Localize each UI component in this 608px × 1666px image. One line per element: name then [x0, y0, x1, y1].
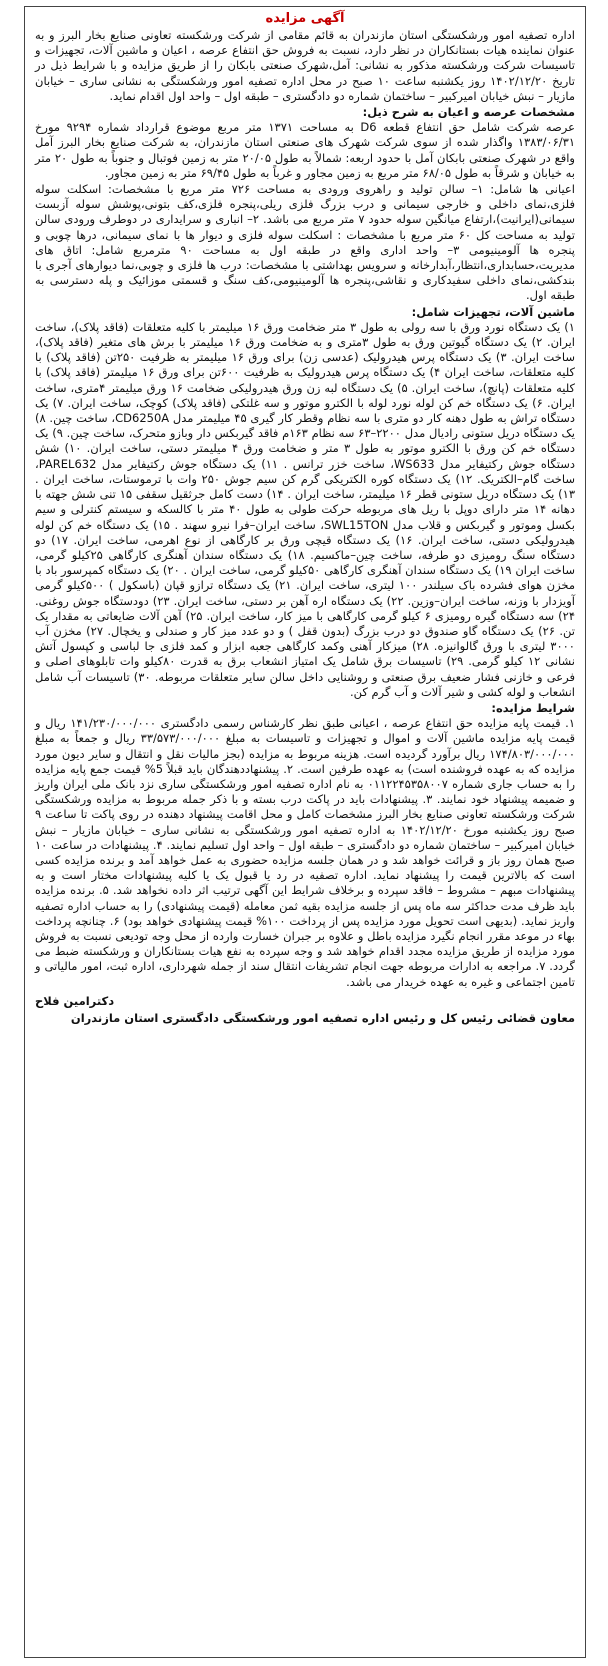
- signatory-name: دکترامین فلاح: [35, 993, 115, 1008]
- conditions-paragraph: ۱. قیمت پایه مزایده حق انتفاع عرصه ، اعیانی طبق نظر کارشناس رسمی دادگستری ۱۴۱/۲۳۰/۰۰۰/۰۰۰ ریال و قیمت پایه مزایده ماشین آلات و اموال و تجهیزات و تاسیسات به مبلغ ۳۳/۵۷۳/۰۰۰/۰۰۰ ریال و جمعاً به مبلغ ۱۷۴/۸۰۳/۰۰۰/۰۰۰ ریال برآورد گردیده است. هزینه مربوط به مزایده (بجز مالیات نقل و انتقال و سایر دیون مورد مزایده که به عهده فروشنده است) به عهده طرفین است. ۲. پیشنهاددهندگان باید قبلاً 5% قیمت جمع پایه مزایده را به حساب جاری شماره ۰۱۱۲۲۴۵۳۵۸۰۰۷ به نام اداره تصفیه امور ورشکستگی ساری نزد بانک ملی ایران واریز و ضمیمه پیشنهاد خود نمایند. ۳. پیشنهادات باید در پاکت درب بسته و با ذکر جمله مربوط به مزایده ورشکستگی شرکت ورشکسته تعاونی صنایع بخار البرز مشخصات کامل و محل اقامت پیشنهاد دهنده در روی پاکت تا ساعت ۹ صبح روز یکشنبه مورخ ۱۴۰۲/۱۲/۲۰ به اداره تصفیه امور ورشکستگی به نشانی ساری – خیابان مازیار – نبش خیابان امیرکبیر – ساختمان شماره دو دادگستری – طبقه اول – واحد اول تسلیم نمایند. ۴. پیشنهادات در ساعت ۱۰ صبح همان روز باز و قرائت خواهد شد و در همان جلسه مزایده حضوری به عمل خواهد آمد و برنده مزایده کسی است که بالاترین قیمت را پیشنهاد نماید. اداره تصفیه در رد یا قبول یک یا کلیه پیشنهادات مختار است و به پیشنهادات مبهم – مشروط – فاقد سپرده و برخلاف شرایط این آگهی ترتیب اثر داده نخواهد شد. ۵. برنده مزایده باید ظرف مدت حداکثر سه ماه پس از جلسه مزایده بقیه ثمن معامله (قیمت پیشنهادی) را به حساب اداره تصفیه واریز نماید. (بدیهی است تحویل مورد مزایده پس از پرداخت ۱۰۰% قیمت پیشنهادی خواهد بود) ۶. چنانچه پرداخت بهاء در موعد مقرر انجام نگیرد مزایده باطل و علاوه بر جبران خسارت وارده از محل وجه تودیعی نسبت به فروش مورد مزایده از طریق مزایده مجدد اقدام خواهد شد و وجه سپرده به نفع هیات بستانکاران و ورشکسته ضبط می گردد. ۷. مراجعه به ادارات مربوطه جهت انجام تشریفات انتقال سند از جمله شهرداری، اداره ثبت، امور مالیاتی و تامین اجتماعی و غیره به عهده خریدار می باشد.: [35, 716, 576, 989]
- notice-frame: [24, 6, 586, 1658]
- building-paragraph: اعیانی ها شامل: ۱– سالن تولید و راهروی ورودی به مساحت ۷۲۶ متر مربع با مشخصات: اسکلت سوله فلزی،نمای داخلی و خارجی سیمانی و درب بزرگ فلزی ریلی،پنجره فلزی،کف بتونی،پوشش سوله آزبست سیمانی(ایرانیت)،ارتفاع میانگین سوله حدود ۷ متر مربع می باشد. ۲– انباری و سرایداری در دوطرف ورودی سالن تولید به مساحت کل ۶۰ متر مربع با مشخصات : اسکلت سوله فلزی و دیوار ها با نمای سیمانی، درها چوبی و پنجره ها آلومینیومی ۳– واحد اداری واقع در طبقه اول به مساحت ۹۰ مترمربع شامل: اتاق های مدیریت،حسابداری،انتظار،آبدارخانه و سرویس بهداشتی با مشخصات: درب ها فلزی و چوبی،نما دیوارهای آجری با بندکشی،نمای داخلی سفیدکاری و نقاشی،پنجره ها آلومینیومی،کف سنگ و قسمتی موزائیک و پله دسترسی به طبقه اول.: [35, 182, 576, 303]
- land-paragraph: عرصه شرکت شامل حق انتفاع قطعه D6 به مساحت ۱۳۷۱ متر مربع موضوع قرارداد شماره ۹۲۹۴ مورخ ۱۳۸۳/۰۶/۳۱ واگذار شده از سوی شرکت شهرک های صنعتی استان مازندران، به شرکت صنایع بخار البرز آمل واقع در شهرک صنعتی بابکان آمل با حدود اربعه: شمالاً به طول ۲۰/۰۵ متر به زمین فوتبال و جنوباً به طول ۲۰ متر به خیابان و شرقاً به طول ۶۸/۰۵ متر مربع به زمین مجاور و غرباً به طول ۶۹/۴۵ متر به زمین مجاور.: [35, 120, 575, 180]
- machines-paragraph: ۱) یک دستگاه نورد ورق با سه رولی به طول ۳ متر ضخامت ورق ۱۶ میلیمتر با کلیه متعلقات (فاقد پلاک)، ساخت ایران. ۲) یک دستگاه گیوتین ورق به طول ۳متری و به ضخامت ورق ۱۶ میلیمتر با برش های متغیر (فاقد پلاک)، ساخت ایران. ۳) یک دستگاه پرس هیدرولیک (عدسی زن) برای ورق ۱۶ میلیمتر به ظرفیت ۲۵۰تن (فاقد پلاک) با کلیه متعلقات، ساخت ایران ۴) یک دستگاه پرس هیدرولیک به ظرفیت ۶۰۰تن برای ورق ۱۶ میلیمتر (فاقد پلاک) با کلیه متعلقات (پانچ)، ساخت ایران. ۵) یک دستگاه لبه زن ورق هیدرولیکی ضخامت ۱۶ ورق میلیمتر ۴متری، ساخت ایران. ۶) یک دستگاه خم کن لوله نورد لوله با الکترو موتور و سه غلتکی (فاقد پلاک) کوچک، ساخت ایران. ۷) یک دستگاه تراش به طول دهنه کار دو متری با سه نظام وقطر کار گیری ۴۵ میلیمتر مدل CD6250A، ساخت چین. ۸) یک دستگاه دریل ستونی رادیال مدل ۲۲۰۰–۶۳ سه نظام ۱۶۳م فاقد گیربکس دار وبازو متحرک، ساخت چین. ۹) یک دستگاه خم کن ورق با الکترو موتور به طول ۳ متر و ضخامت ورق ۴ میلیمتر دستی، ساخت ایران. ۱۰) شش دستگاه جوش رکتیفایر مدل WS633، ساخت خزر ترانس . ۱۱) یک دستگاه جوش رکتیفایر مدل PAREL632، ساخت گام–الکتریک. ۱۲) یک دستگاه کوره الکتریکی گرم کن سیم جوش ۲۵۰ وات با ترموستات، ساخت ایران . ۱۳) یک دستگاه دریل ستونی قطر ۱۶ میلیمتر، ساخت ایران . ۱۴) دست کامل جرثقیل سقفی ۱۵ تنی شش جهته با دهانه ۱۴ متر دارای دوپل با ریل های مربوطه حرکت طولی به طول ۴۰ متر با کالسکه و سیستم کنترلی و سیم بکسل وموتور و گیربکس و قلاب مدل SWL15TON، ساخت ایران–فرا نیرو سهند . ۱۵) یک دستگاه خم کن لوله هیدرولیکی دستی، ساخت ایران. ۱۶) یک دستگاه قیچی ورق بر کارگاهی از نوع اهرمی، ساخت ایران. ۱۷) دو دستگاه سنگ رومیزی دو طرفه، ساخت چین–ماکسیم. ۱۸) یک دستگاه سندان آهنگری کارگاهی ۲۵کیلو گرمی، ساخت ایران ۱۹) یک دستگاه سندان آهنگری کارگاهی ۵۰کیلو گرمی، ساخت ایران . ۲۰) یک دستگاه کمپرسور باد با مخزن هوای فشرده باک سیلندر ۱۰۰ لیتری، ساخت ایران. ۲۱) یک دستگاه ترازو قپان (باسکول ) ۵۰۰کیلو گرمی آویزدار با وزنه، ساخت ایران–وزین. ۲۲) یک دستگاه اره آهن بر دستی، ساخت ایران. ۲۳) دودستگاه جوش روغنی. ۲۴) سه دستگاه گیره رومیزی ۶ کیلو گرمی کارگاهی با میز کار، ساخت ایران. ۲۵) آهن آلات ضایعاتی به مقدار یک تن. ۲۶) یک دستگاه گاو صندوق دو درب بزرگ (بدون قفل ) و دو عدد میز کار و صندلی و یخچال. ۲۷) مخزن آب ۳۰۰۰ لیتری با ورق گالوانیزه. ۲۸) میزکار آهنی وکمد کارگاهی جعبه ابزار و کمد فلزی جا لباسی و کپسول آتش نشانی ۱۲ کیلو گرمی. ۲۹) تاسیسات برق شامل یک امتیاز انشعاب برق به قدرت ۸۰کیلو وات تابلوهای اصلی و فرعی و خازنی فشار ضعیف برق صنعتی و روشنایی داخل سالن سایر متعلقات مربوطه. ۳۰) تاسیسات آب شامل انشعاب و لوله کشی و شیر آلات و آب گرم کن.: [35, 319, 576, 699]
- machines-heading: ماشین آلات، تجهیزات شامل:: [411, 304, 575, 319]
- land-heading: مشخصات عرصه و اعیان به شرح ذیل:: [362, 105, 575, 120]
- notice-title: آگهی مزایده: [265, 11, 345, 26]
- signatory-title: معاون قضائی رئیس کل و رئیس اداره تصفیه امور ورشکستگی دادگستری استان مازندران: [70, 1011, 575, 1025]
- conditions-heading: شرایط مزایده:: [491, 700, 575, 715]
- intro-paragraph: اداره تصفیه امور ورشکستگی استان مازندران به قائم مقامی از شرکت ورشکسته تعاونی صنایع بخار البرز و به عنوان نماینده هیات بستانکاران در نظر دارد، نسبت به فروش حق انتفاع عرصه ، اعیان و ماشین آلات، تجهیزات و تاسیسات شرکت ورشکسته مذکور به نشانی: آمل،شهرک صنعتی بابکان را از طریق مزایده و با شرایط ذیل در تاریخ ۱۴۰۲/۱۲/۲۰ روز یکشنبه ساعت ۱۰ صبح در محل اداره تصفیه امور ورشکستگی به نشانی ساری – خیابان مازیار – نبش خیابان امیرکبیر – ساختمان شماره دو دادگستری – طبقه اول – واحد اول اقدام نماید.: [35, 28, 575, 103]
